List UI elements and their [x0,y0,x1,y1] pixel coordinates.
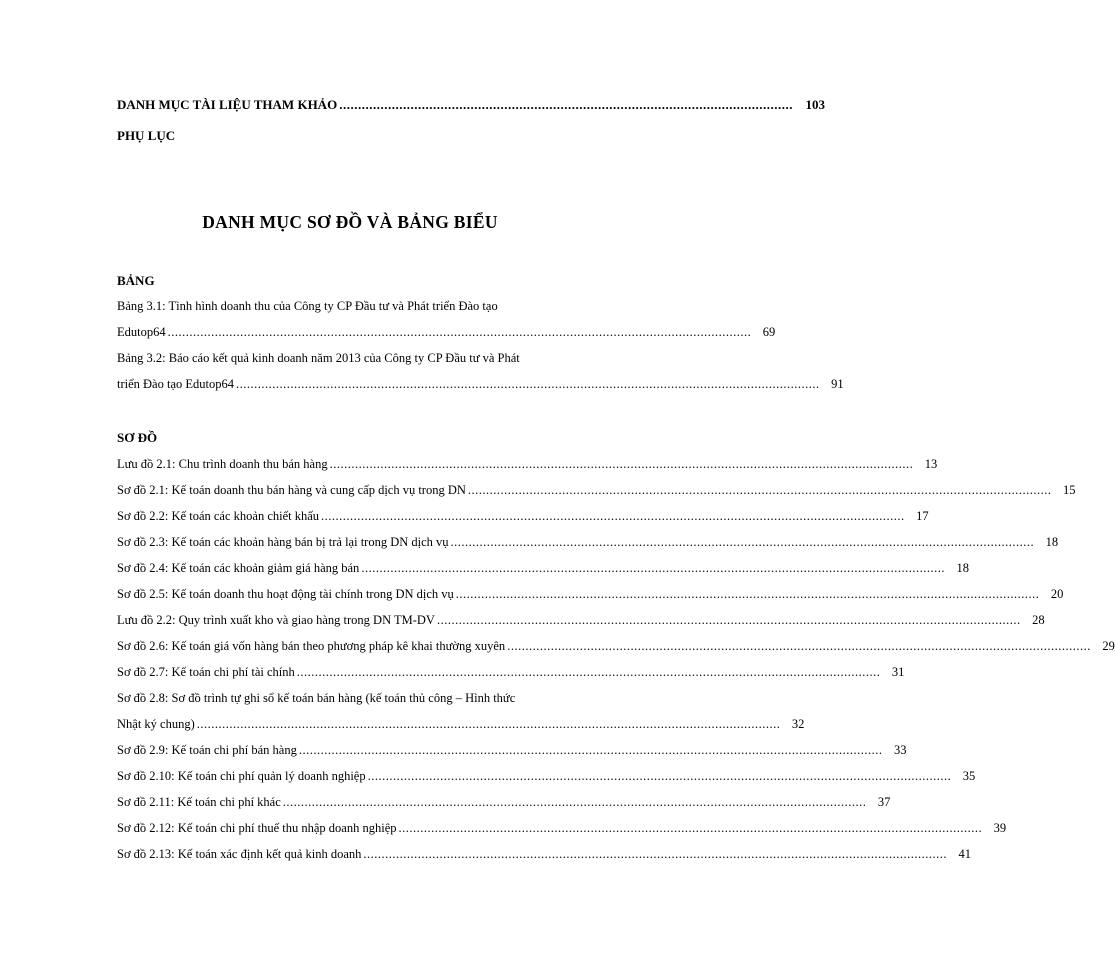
diagram-entry-label: Lưu đồ 2.2: Quy trình xuất kho và giao hàng trong DN TM-DV [117,613,435,627]
diagram-entry[interactable] [117,613,1045,628]
section-heading-tables: BẢNG [117,273,155,288]
table-entry-page: 69 [762,325,776,339]
diagram-entry[interactable] [117,665,905,680]
diagram-entry-label: Sơ đồ 2.10: Kế toán chi phí quản lý doanh nghiệp [117,769,366,783]
toc-entry-page: 103 [805,97,825,112]
leader-dots: ................................................................................................................................................................. [196,717,781,731]
toc-entry-references[interactable] [117,97,825,113]
diagram-entry-page: 29 [1102,639,1115,653]
diagram-entry-page: 13 [924,457,938,471]
diagram-entry[interactable] [117,639,1115,654]
diagram-entry-label: Lưu đồ 2.1: Chu trình doanh thu bán hàng [117,457,328,471]
leader-dots: ................................................................................................................................................................. [298,743,883,757]
diagram-entry-page: 18 [1045,535,1059,549]
diagram-entry-label: Sơ đồ 2.6: Kế toán giá vốn hàng bán theo phương pháp kê khai thường xuyên [117,639,506,653]
table-entry-line2: triển Đào tạo Edutop64 [117,377,234,391]
table-entry[interactable] [117,377,844,392]
diagram-entry[interactable] [117,587,1064,602]
diagram-entry-label: Sơ đồ 2.12: Kế toán chi phí thuế thu nhập doanh nghiệp [117,821,397,835]
diagram-entry[interactable] [117,457,938,472]
table-entry-page: 91 [831,377,844,391]
diagram-entry-label: Sơ đồ 2.11: Kế toán chi phí khác [117,795,281,809]
diagram-entry[interactable] [117,717,805,732]
leader-dots: ................................................................................................................................................................. [436,613,1021,627]
diagram-entry-page: 17 [916,509,929,523]
diagram-entry-line2: Nhật ký chung) [117,717,195,731]
diagram-entry[interactable] [117,535,1059,550]
diagram-entry-label: Sơ đồ 2.1: Kế toán doanh thu bán hàng và cung cấp dịch vụ trong DN [117,483,466,497]
leader-dots: ................................................................................................................................................................. [507,639,1091,653]
leader-dots: ................................................................................................................................................................. [450,535,1035,549]
toc-entry-appendix[interactable]: PHỤ LỤC [117,128,176,143]
diagram-entry-page: 28 [1032,613,1045,627]
diagram-entry-label: Sơ đồ 2.5: Kế toán doanh thu hoạt động tài chính trong DN dịch vụ [117,587,454,601]
diagram-entry[interactable] [117,795,891,810]
diagram-entry-label: Sơ đồ 2.9: Kế toán chi phí bán hàng [117,743,297,757]
diagram-entry-page: 39 [993,821,1007,835]
diagram-entry[interactable] [117,483,1076,498]
diagram-entry[interactable] [117,769,976,784]
table-entry-line1[interactable]: Bảng 3.1: Tình hình doanh thu của Công ty CP Đầu tư và Phát triển Đào tạo [117,299,498,313]
leader-dots: ................................................................................................................................................................. [455,587,1040,601]
diagram-entry-page: 32 [791,717,805,731]
diagram-entry[interactable] [117,561,969,576]
diagram-entry[interactable] [117,743,907,758]
diagram-entry-page: 31 [891,665,905,679]
leader-dots: ................................................................................................................................................................. [398,821,983,835]
table-entry-line1[interactable]: Bảng 3.2: Báo cáo kết quả kinh doanh năm 2013 của Công ty CP Đầu tư và Phát [117,351,520,365]
diagram-entry-label: Sơ đồ 2.2: Kế toán các khoản chiết khấu [117,509,320,523]
leader-dots: ......................................................................................................................... [339,97,793,112]
leader-dots: ................................................................................................................................................................. [329,457,914,471]
section-heading-diagrams: SƠ ĐỒ [117,430,158,445]
diagram-entry-line1[interactable]: Sơ đồ 2.8: Sơ đồ trình tự ghi sổ kế toán bán hàng (kế toán thủ công – Hình thức [117,691,516,705]
leader-dots: ................................................................................................................................................................. [367,769,952,783]
diagram-entry-label: Sơ đồ 2.7: Kế toán chi phí tài chính [117,665,295,679]
diagram-entry-page: 15 [1063,483,1076,497]
leader-dots: ................................................................................................................................................................. [167,325,752,339]
diagram-entry-page: 37 [877,795,891,809]
leader-dots: ................................................................................................................................................................. [361,561,945,575]
page-title: DANH MỤC SƠ ĐỒ VÀ BẢNG BIỂU [202,212,498,232]
table-entry[interactable] [117,325,776,340]
leader-dots: ................................................................................................................................................................. [321,509,905,523]
leader-dots: ................................................................................................................................................................. [236,377,820,391]
leader-dots: ................................................................................................................................................................. [467,483,1052,497]
diagram-entry[interactable] [117,821,1007,836]
diagram-entry-label: Sơ đồ 2.3: Kế toán các khoản hàng bán bị trả lại trong DN dịch vụ [117,535,449,549]
diagram-entry-page: 33 [893,743,907,757]
diagram-entry-label: Sơ đồ 2.13: Kế toán xác định kết quả kinh doanh [117,847,362,861]
leader-dots: ................................................................................................................................................................. [363,847,948,861]
table-entry-line2: Edutop64 [117,325,166,339]
diagram-entry-label: Sơ đồ 2.4: Kế toán các khoản giảm giá hàng bán [117,561,360,575]
diagram-entry-page: 18 [956,561,969,575]
diagram-entry-page: 35 [962,769,976,783]
toc-entry-label: DANH MỤC TÀI LIỆU THAM KHẢO [117,97,338,112]
diagram-entry[interactable] [117,509,929,524]
diagram-entry-page: 41 [958,847,972,861]
diagram-entry[interactable] [117,847,972,862]
diagram-entry-page: 20 [1050,587,1064,601]
leader-dots: ................................................................................................................................................................. [296,665,881,679]
leader-dots: ................................................................................................................................................................. [282,795,867,809]
